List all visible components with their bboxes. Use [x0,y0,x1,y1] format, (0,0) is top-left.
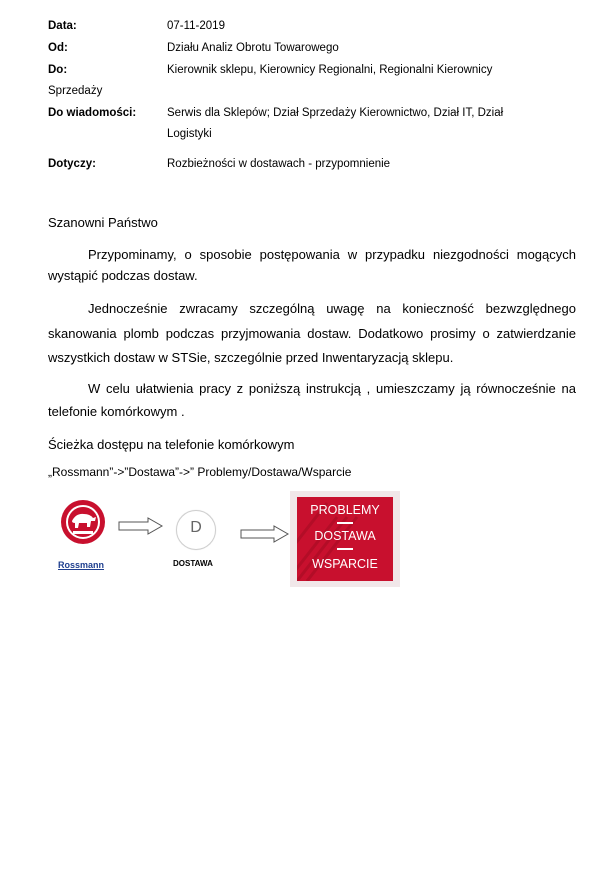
arrow-right-icon [118,516,164,536]
subject-value: Rozbieżności w dostawach - przypomnienie [167,158,391,170]
paragraph-1-line-2: wystąpić podczas dostaw. [48,268,198,283]
to-value-line1: Kierownik sklepu, Kierownicy Regionalni, Regionalni Kierownicy [167,64,493,76]
arrow-right-icon [240,524,290,544]
paragraph-3-line-2: telefonie komórkowym . [48,404,185,419]
paragraph-3-line-1: W celu ułatwienia pracy z poniższą instrukcją , umieszczamy ją równocześnie na [88,381,576,396]
greeting: Szanowni Państwo [48,215,158,230]
tile-line-problemy: PROBLEMY [310,503,380,517]
path-text: „Rossmann”->”Dostawa”->” Problemy/Dostawa/Wsparcie [48,465,352,479]
paragraph-2-line-2: skanowania plomb podczas przyjmowania dostaw. Dodatkowo prosimy o zatwierdzanie [48,326,576,341]
tile-divider [337,548,353,550]
from-label: Od: [48,42,68,54]
tile-divider [337,522,353,524]
cc-value-line2: Logistyki [167,128,212,140]
to-label: Do: [48,64,68,76]
path-heading: Ścieżka dostępu na telefonie komórkowym [48,437,295,452]
paragraph-2-line-1: Jednocześnie zwracamy szczególną uwagę na konieczność bezwzględnego [88,301,576,316]
tile-line-dostawa: DOSTAWA [314,529,376,543]
paragraph-1-line-1: Przypominamy, o sposobie postępowania w przypadku niezgodności mogących [88,247,576,262]
paragraph-2-line-3: wszystkich dostaw w STSie, szczególnie przed Inwentaryzacją sklepu. [48,350,454,365]
dostawa-letter: D [190,519,202,536]
date-label: Data: [48,20,77,32]
to-value-line2: Sprzedaży [48,85,103,97]
rossmann-label: Rossmann [58,560,105,570]
tile-line-wsparcie: WSPARCIE [312,557,378,571]
problemy-dostawa-wsparcie-tile [297,497,393,581]
cc-value-line1: Serwis dla Sklepów; Dział Sprzedaży Kierownictwo, Dział IT, Dział [167,107,504,119]
date-value: 07-11-2019 [167,20,225,32]
cc-label: Do wiadomości: [48,107,137,119]
subject-label: Dotyczy: [48,158,96,170]
rossmann-logo-icon [60,499,106,545]
dostawa-label: DOSTAWA [173,559,213,568]
from-value: Działu Analiz Obrotu Towarowego [167,42,339,54]
